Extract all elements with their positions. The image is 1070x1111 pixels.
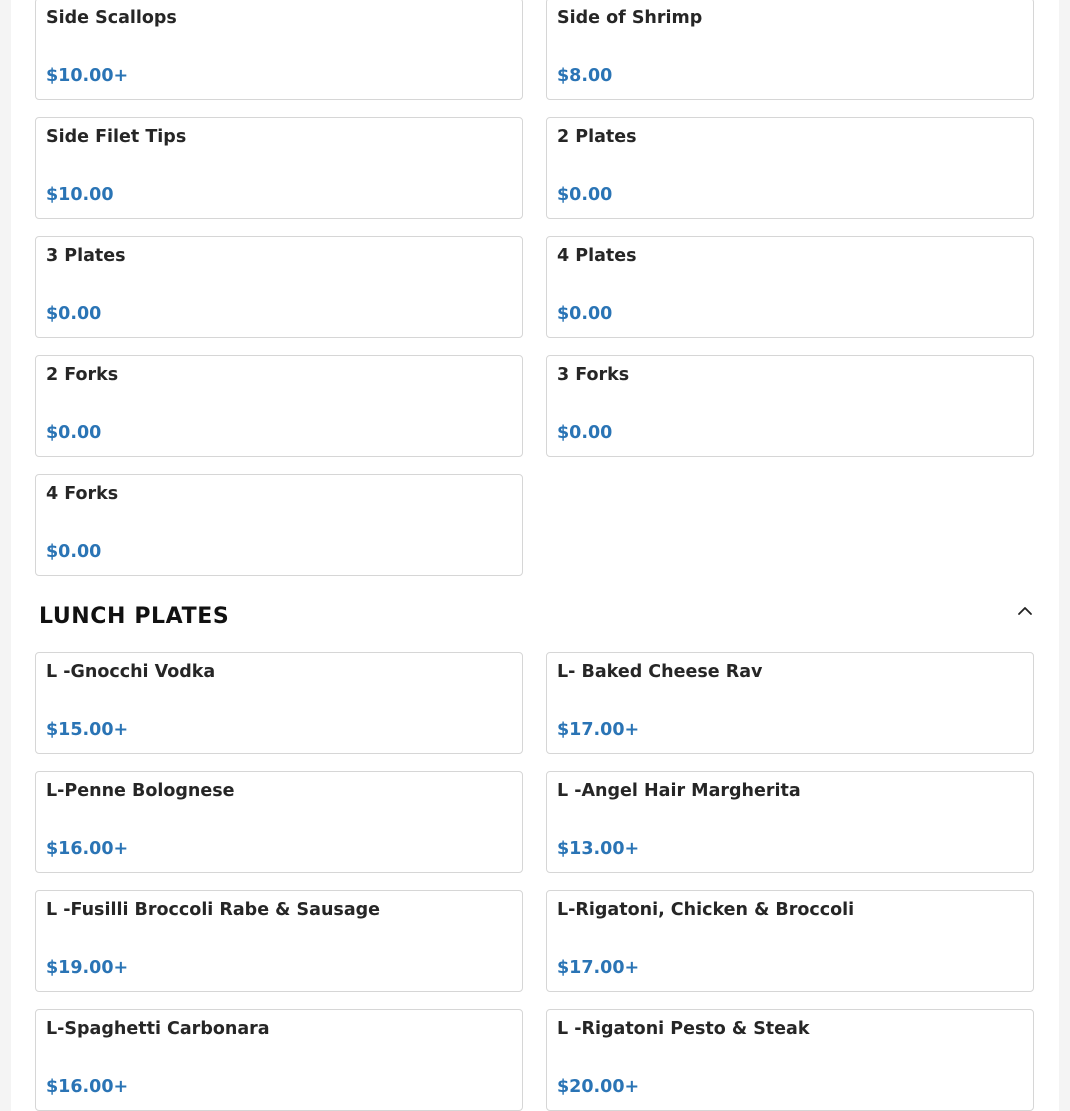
menu-item-price: $0.00 [557, 304, 613, 324]
menu-item-card[interactable] [546, 355, 1034, 457]
menu-item-name: L -Fusilli Broccoli Rabe & Sausage [46, 900, 381, 920]
menu-item-card[interactable] [35, 355, 523, 457]
menu-item-card[interactable] [35, 0, 523, 100]
section-title: LUNCH PLATES [39, 604, 230, 629]
menu-item-price: $17.00+ [557, 720, 640, 740]
lunch-plates-item-grid [35, 652, 1034, 1111]
menu-item-name: 4 Plates [557, 246, 637, 266]
menu-item-name: L -Rigatoni Pesto & Steak [557, 1019, 810, 1039]
menu-item-name: Side of Shrimp [557, 8, 703, 28]
menu-item-price: $10.00+ [46, 66, 129, 86]
lunch-plates-section-header[interactable] [39, 601, 1035, 635]
menu-item-name: L -Angel Hair Margherita [557, 781, 801, 801]
menu-item-price: $0.00 [46, 304, 102, 324]
menu-item-name: L-Penne Bolognese [46, 781, 235, 801]
menu-item-name: Side Filet Tips [46, 127, 187, 147]
menu-item-card[interactable] [546, 652, 1034, 754]
sides-item-grid [35, 0, 1034, 576]
menu-item-price: $13.00+ [557, 839, 640, 859]
menu-item-card[interactable] [546, 117, 1034, 219]
menu-item-price: $8.00 [557, 66, 613, 86]
menu-item-name: Side Scallops [46, 8, 177, 28]
menu-item-card[interactable] [35, 771, 523, 873]
menu-item-price: $20.00+ [557, 1077, 640, 1097]
menu-item-card[interactable] [546, 1009, 1034, 1111]
menu-item-card[interactable] [546, 890, 1034, 992]
chevron-up-icon[interactable] [1015, 601, 1035, 621]
menu-item-price: $0.00 [557, 423, 613, 443]
menu-item-name: L-Spaghetti Carbonara [46, 1019, 270, 1039]
menu-item-price: $16.00+ [46, 1077, 129, 1097]
menu-item-name: L- Baked Cheese Rav [557, 662, 763, 682]
menu-item-name: L -Gnocchi Vodka [46, 662, 216, 682]
menu-item-card[interactable] [35, 652, 523, 754]
menu-item-price: $0.00 [46, 542, 102, 562]
menu-page [11, 0, 1059, 1111]
menu-item-name: 2 Forks [46, 365, 119, 385]
menu-item-card[interactable] [546, 0, 1034, 100]
menu-item-card[interactable] [35, 117, 523, 219]
menu-item-price: $15.00+ [46, 720, 129, 740]
menu-item-price: $16.00+ [46, 839, 129, 859]
menu-item-price: $17.00+ [557, 958, 640, 978]
menu-item-card[interactable] [35, 474, 523, 576]
menu-item-card[interactable] [35, 890, 523, 992]
menu-item-price: $0.00 [46, 423, 102, 443]
menu-item-name: L-Rigatoni, Chicken & Broccoli [557, 900, 855, 920]
menu-item-card[interactable] [35, 236, 523, 338]
menu-item-name: 3 Forks [557, 365, 630, 385]
menu-item-name: 2 Plates [557, 127, 637, 147]
menu-item-card[interactable] [546, 771, 1034, 873]
menu-item-name: 3 Plates [46, 246, 126, 266]
menu-item-card[interactable] [546, 236, 1034, 338]
menu-item-price: $10.00 [46, 185, 114, 205]
menu-item-price: $19.00+ [46, 958, 129, 978]
menu-item-name: 4 Forks [46, 484, 119, 504]
menu-item-card[interactable] [35, 1009, 523, 1111]
menu-item-price: $0.00 [557, 185, 613, 205]
